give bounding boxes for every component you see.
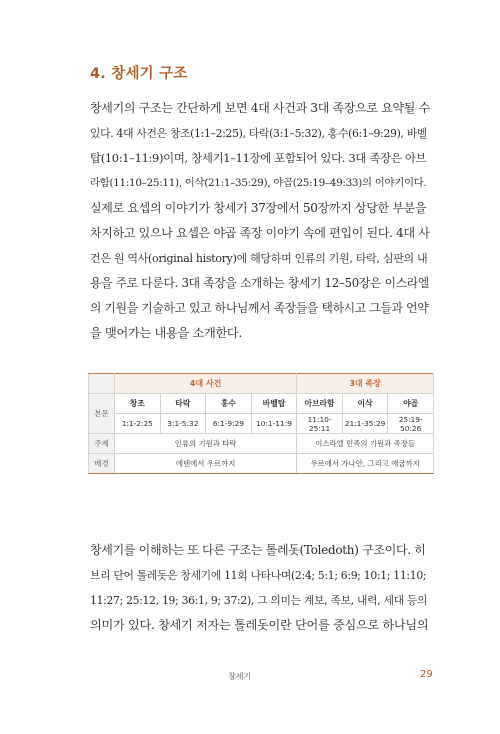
table-cell-name: 야곱 [388, 394, 434, 414]
genesis-structure-table [88, 373, 434, 474]
table-cell-ref: 11:10-25:11 [297, 414, 343, 434]
row-label-text: 본문 [89, 394, 115, 434]
table-cell-name: 홍수 [206, 394, 252, 414]
table-cell-name: 아브라함 [297, 394, 343, 414]
patriarchs-header: 3대 족장 [297, 374, 434, 394]
events-header: 4대 사건 [115, 374, 297, 394]
table-cell-ref: 3:1-5:32 [160, 414, 206, 434]
text-line: 의미가 있다. 창세기 저자는 톨레돗이란 단어를 중심으로 하나님의 [90, 618, 429, 632]
text-line: 창세기의 구조는 간단하게 보면 4대 사건과 3대 족장으로 요약될 수 [90, 101, 430, 115]
table-cell-ref: 10:1-11:9 [251, 414, 297, 434]
table-cell-name: 타락 [160, 394, 206, 414]
text-line: 창세기를 이해하는 또 다른 구조는 톨레돗(Toledoth) 구조이다. 히 [90, 543, 426, 557]
text-line: 라함(11:10–25:11), 이삭(21:1–35:29), 야곱(25:19–49:33)의 이야기이다. [90, 177, 427, 189]
text-line: 용을 주로 다룬다. 3대 족장을 소개하는 창세기 12–50장은 이스라엘 [90, 276, 429, 290]
row-label-setting: 배경 [89, 454, 115, 474]
text-line: 의 기원을 기술하고 있고 하나님께서 족장들을 택하시고 그들과 언약 [90, 301, 429, 315]
table-cell-name: 창조 [115, 394, 161, 414]
text-line: 브리 단어 톨레돗은 창세기에 11회 나타나며(2:4; 5:1; 6:9; 10:1; 11:10; [90, 569, 427, 582]
book-title: 창세기 [228, 672, 252, 681]
table-cell-ref: 6:1-9:29 [206, 414, 252, 434]
row-label-theme: 주제 [89, 434, 115, 454]
body-paragraph-2 [90, 538, 430, 638]
setting-patriarchs: 우르에서 가나안, 그리고 애굽까지 [297, 454, 434, 474]
table-corner [89, 374, 115, 394]
text-line: 건은 원 역사(original history)에 해당하며 인류의 기원, 타락, 심판의 내 [90, 252, 428, 265]
table-cell-name: 바벨탑 [251, 394, 297, 414]
theme-events: 인류의 기원과 타락 [115, 434, 297, 454]
table-cell-ref: 25:19-50:26 [388, 414, 434, 434]
table-cell-ref: 1:1-2:25 [115, 414, 161, 434]
text-line: 탑(10:1–11:9)이며, 창세기1–11장에 포함되어 있다. 3대 족장은 아브 [90, 151, 427, 165]
text-line: 11:27; 25:12, 19; 36:1, 9; 37:2), 그 의미는 계보, 족보, 내력, 세대 등의 [90, 594, 428, 607]
body-paragraph-1 [90, 96, 430, 346]
page-number: 29 [420, 669, 433, 680]
text-line: 있다. 4대 사건은 창조(1:1–2:25), 타락(3:1–5:32), 홍수(6:1–9:29), 바벨 [90, 127, 428, 140]
table-cell-name: 이삭 [342, 394, 388, 414]
text-line: 을 맺어가는 내용을 소개한다. [90, 326, 242, 340]
text-line: 실제로 요셉의 이야기가 창세기 37장에서 50장까지 상당한 부분을 [90, 201, 427, 215]
theme-patriarchs: 이스라엘 민족의 기원과 족장들 [297, 434, 434, 454]
section-heading: 4. 창세기 구조 [90, 66, 188, 82]
setting-events: 에덴에서 우르까지 [115, 454, 297, 474]
text-line: 차지하고 있으나 요셉은 야곱 족장 이야기 속에 편입이 된다. 4대 사 [90, 226, 430, 240]
table-cell-ref: 21:1-35:29 [342, 414, 388, 434]
